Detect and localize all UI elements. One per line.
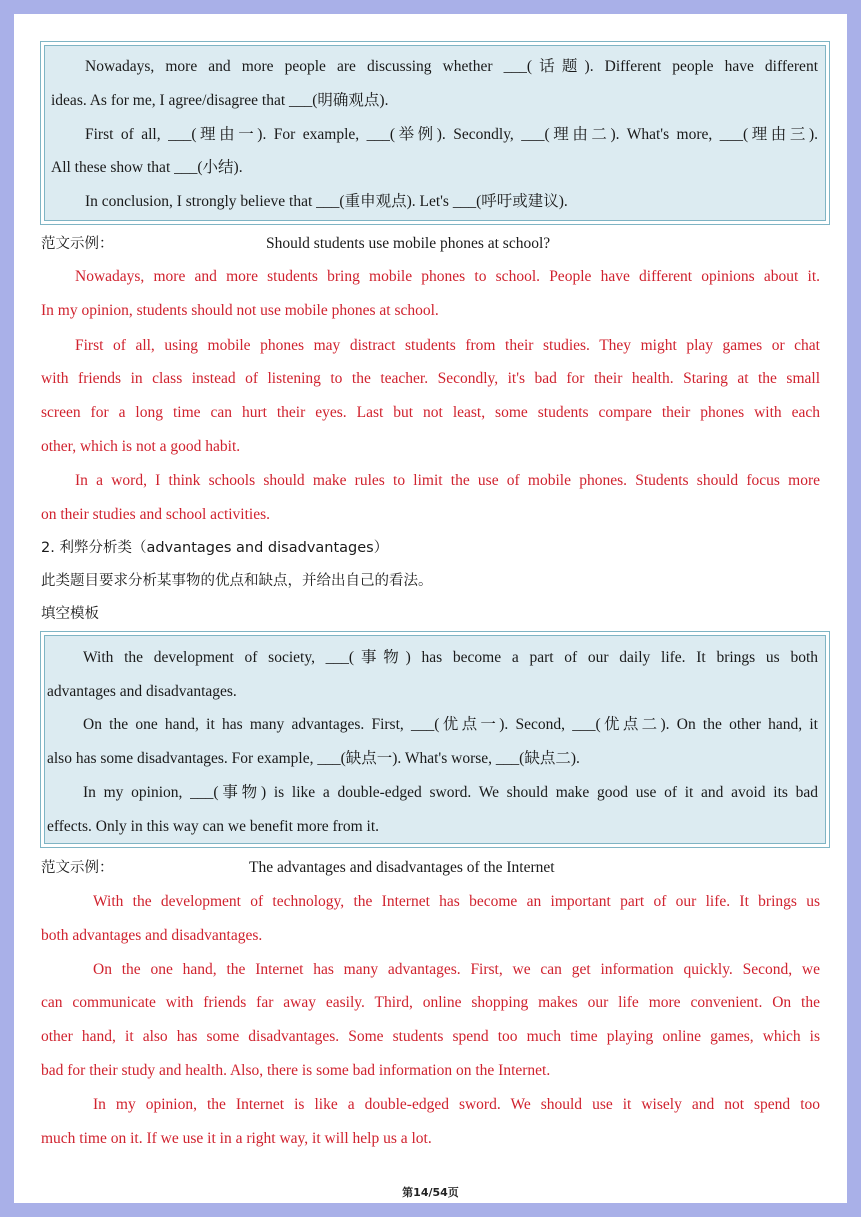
sample2-line-5: other hand, it also has some disadvantages. Some students spend too much time playing online games, which is (41, 1028, 820, 1045)
template2-line-2: advantages and disadvantages. (47, 683, 237, 700)
template2-line-4: also has some disadvantages. For example, ___(缺点一). What's worse, ___(缺点二). (47, 750, 580, 767)
template1-line-4: All these show that ___(小结). (51, 159, 243, 176)
template1-line-5: In conclusion, I strongly believe that ___(重申观点). Let's ___(呼吁或建议). (85, 193, 568, 210)
sample2-line-7: In my opinion, the Internet is like a double-edged sword. We should use it wisely and not spend too (93, 1096, 820, 1113)
template2-line-6: effects. Only in this way can we benefit more from it. (47, 818, 380, 835)
sample1-line-8: on their studies and school activities. (41, 506, 271, 523)
sample1-line-7: In a word, I think schools should make rules to limit the use of mobile phones. Students should focus more (75, 472, 820, 489)
sample1-label: 范文示例： (41, 236, 114, 252)
sample1-line-3: First of all, using mobile phones may distract students from their studies. They might play games or chat (75, 337, 820, 354)
sample1-line-1: Nowadays, more and more students bring mobile phones to school. People have different opinions about it. (75, 268, 820, 285)
sample1-line-4: with friends in class instead of listening to the teacher. Secondly, it's bad for their health. Staring at the small (41, 370, 820, 387)
sample1-title: Should students use mobile phones at school? (266, 235, 551, 252)
sample1-line-6: other, which is not a good habit. (41, 438, 241, 455)
sample2-line-6: bad for their study and health. Also, there is some bad information on the Internet. (41, 1062, 551, 1079)
template2-line-1: With the development of society, ___(事物) has become a part of our daily life. It brings us both (83, 649, 818, 666)
page-number: 第14/54页 (402, 1186, 459, 1199)
template2-line-5: In my opinion, ___(事物) is like a double-edged sword. We should make good use of it and avoid its bad (83, 784, 818, 801)
sample2-title: The advantages and disadvantages of the Internet (249, 859, 555, 876)
sample1-line-5: screen for a long time can hurt their eyes. Last but not least, some students compare their phones with each (41, 404, 820, 421)
sample2-line-1: With the development of technology, the Internet has become an important part of our life. It brings us (93, 893, 820, 910)
template1-line-2: ideas. As for me, I agree/disagree that ___(明确观点). (51, 92, 389, 109)
template2-line-3: On the one hand, it has many advantages. First, ___(优点一). Second, ___(优点二). On the other hand, it (83, 716, 818, 733)
sample2-line-2: both advantages and disadvantages. (41, 927, 263, 944)
template1-line-3: First of all, ___(理由一). For example, ___(举例). Secondly, ___(理由二). What's more, ___(理由三). (85, 126, 818, 143)
template1-line-1: Nowadays, more and more people are discussing whether ___(话题). Different people have different (85, 58, 818, 75)
section2-heading: 2. 利弊分析类（advantages and disadvantages） (41, 540, 389, 556)
sample2-line-4: can communicate with friends far away easily. Third, online shopping makes our life more convenient. On the (41, 994, 820, 1011)
sample2-line-3: On the one hand, the Internet has many advantages. First, we can get information quickly. Second, we (93, 961, 820, 978)
sample2-label: 范文示例： (41, 860, 114, 876)
document-page (14, 14, 847, 1203)
section2-description: 此类题目要求分析某事物的优点和缺点，并给出自己的看法。 (41, 573, 433, 589)
template-label: 填空模板 (41, 606, 99, 622)
sample1-line-2: In my opinion, students should not use mobile phones at school. (41, 302, 439, 319)
sample2-line-8: much time on it. If we use it in a right way, it will help us a lot. (41, 1130, 432, 1147)
